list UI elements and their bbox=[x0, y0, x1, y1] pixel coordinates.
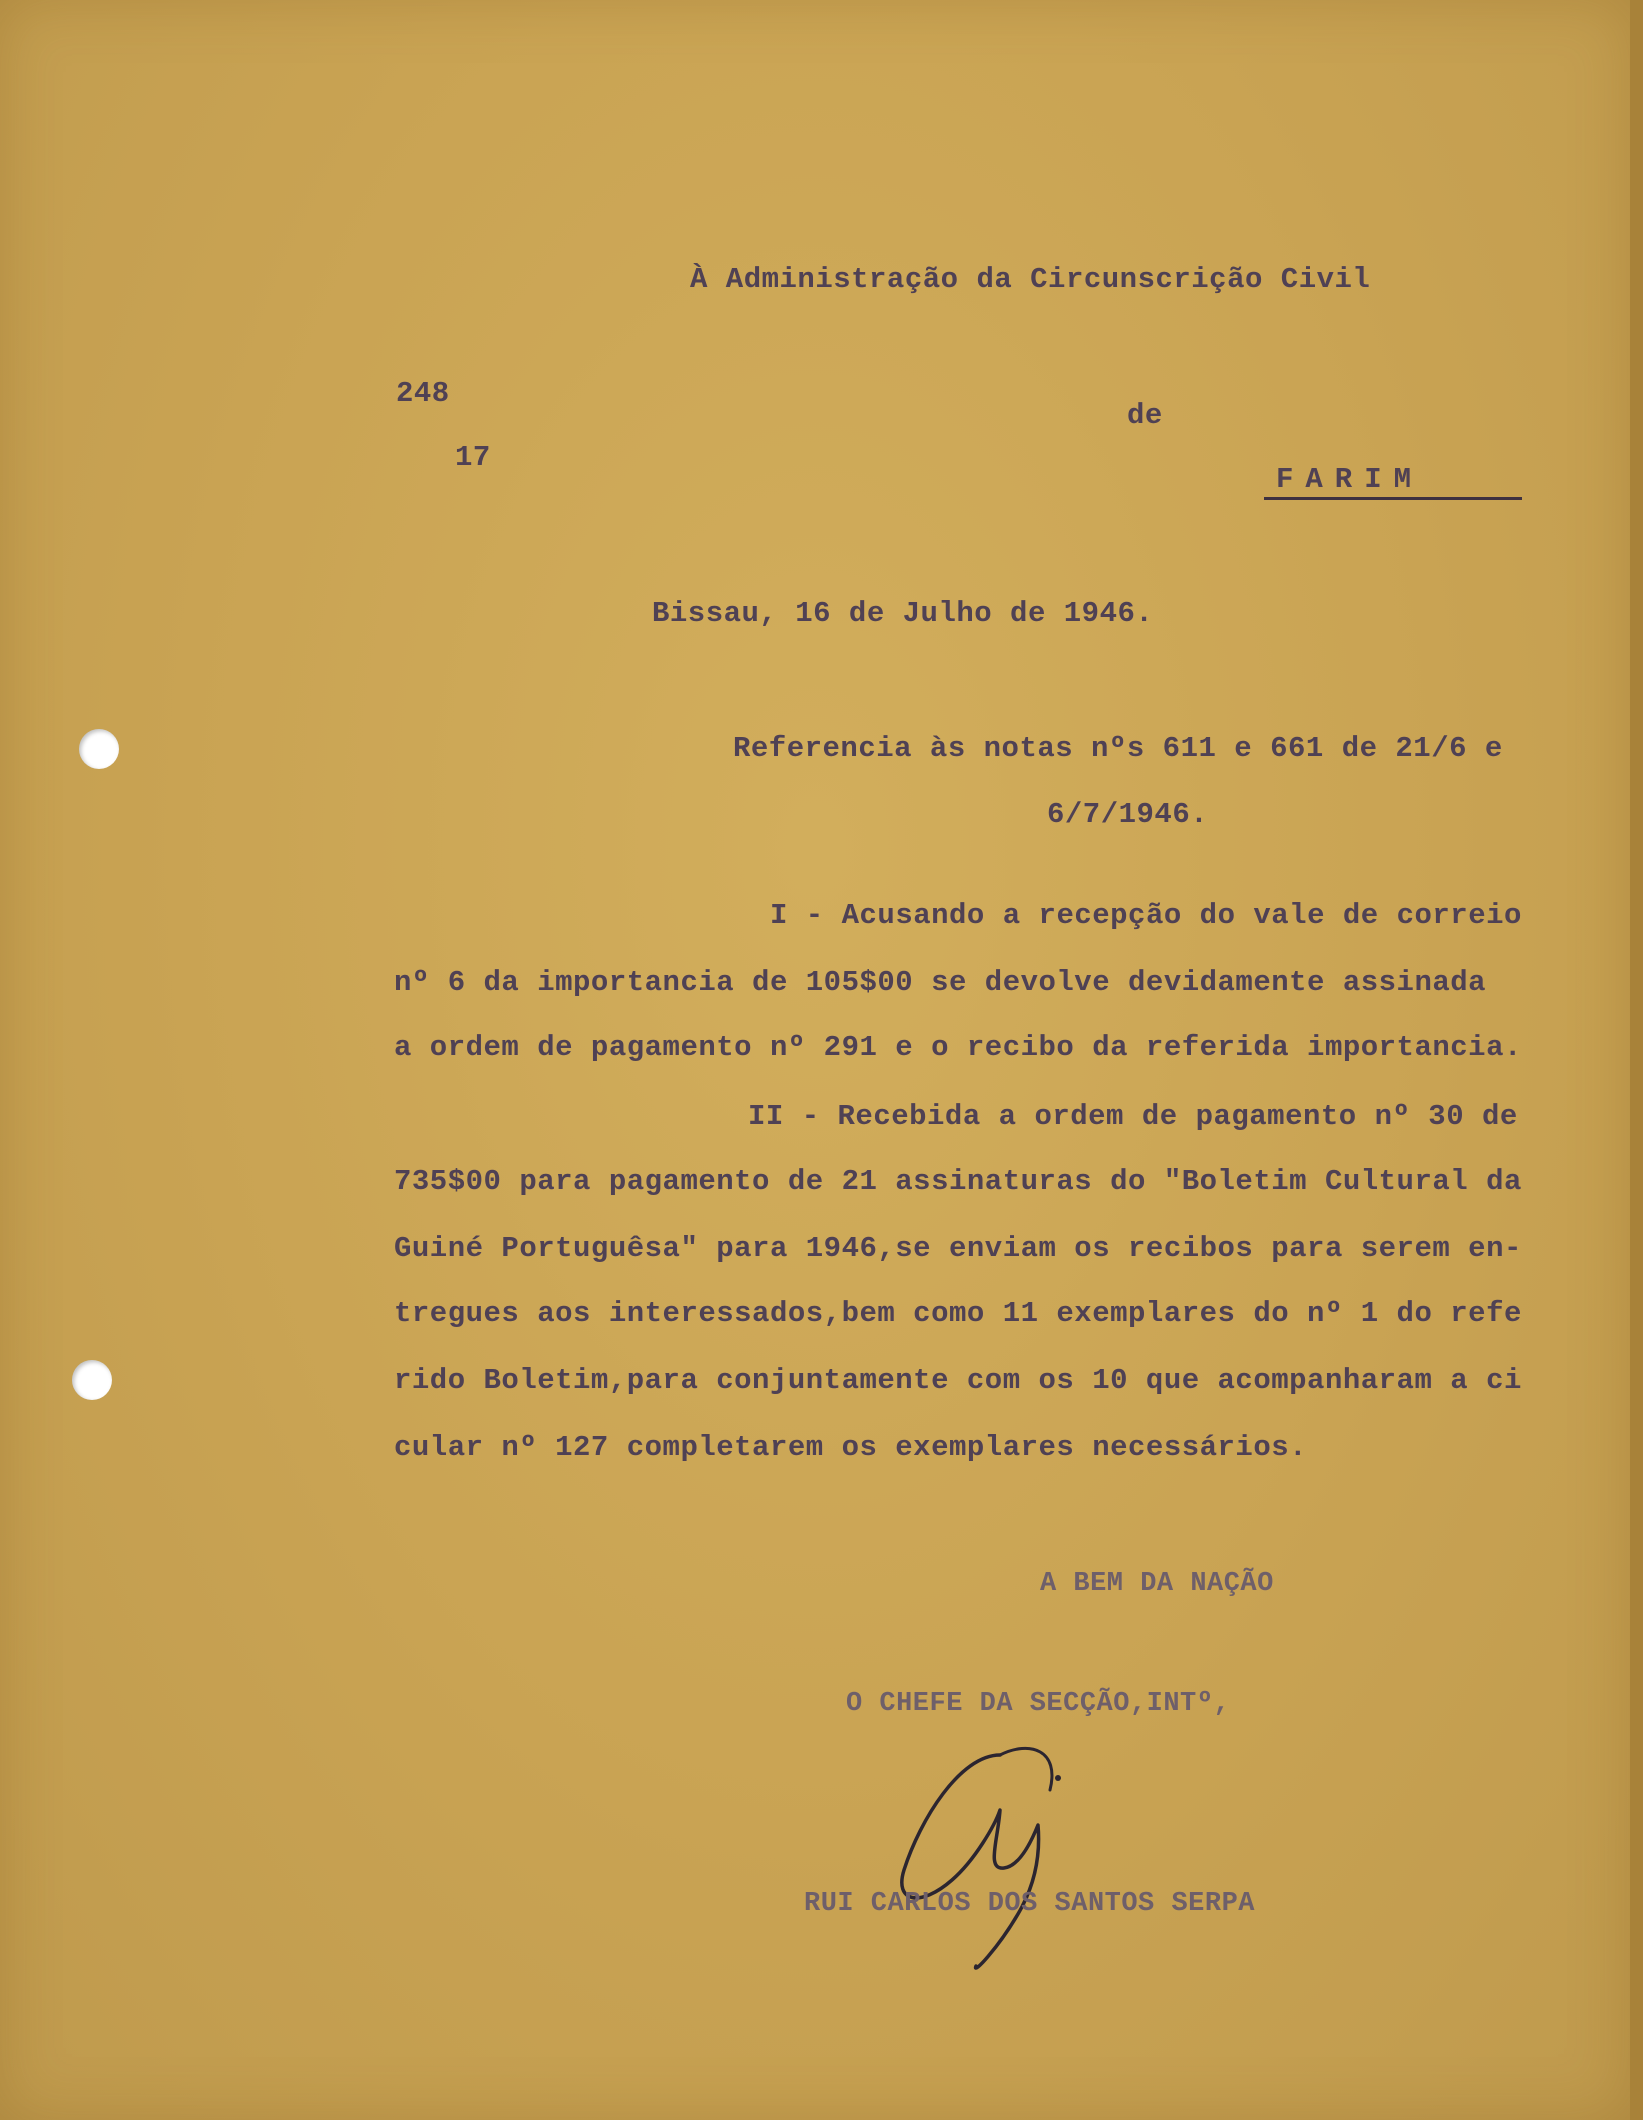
preposition-de: de bbox=[1127, 399, 1163, 432]
paragraph1-line: nº 6 da importancia de 105$00 se devolve devidamente assinada bbox=[394, 966, 1487, 999]
paragraph2-line: 735$00 para pagamento de 21 assinaturas do "Boletim Cultural da bbox=[394, 1165, 1522, 1198]
reference-number-bottom: 17 bbox=[455, 441, 491, 474]
paragraph1-line: a ordem de pagamento nº 291 e o recibo da referida importancia. bbox=[394, 1031, 1522, 1064]
reference-line-2: 6/7/1946. bbox=[1047, 798, 1209, 831]
paragraph2-line: tregues aos interessados,bem como 11 exemplares do nº 1 do refe bbox=[394, 1297, 1522, 1330]
reference-line-1: Referencia às notas nºs 611 e 661 de 21/6 e bbox=[733, 732, 1503, 765]
signer-office: O CHEFE DA SECÇÃO,INTº, bbox=[846, 1689, 1231, 1719]
place-underline bbox=[1264, 497, 1522, 500]
paragraph2-line: rido Boletim,para conjuntamente com os 10 que acompanharam a ci bbox=[394, 1364, 1522, 1397]
place-name: FARIM bbox=[1276, 463, 1424, 496]
dateline: Bissau, 16 de Julho de 1946. bbox=[652, 597, 1154, 630]
handwritten-signature bbox=[880, 1730, 1140, 1990]
reference-number-top: 248 bbox=[396, 377, 450, 410]
paragraph2-line: cular nº 127 completarem os exemplares necessários. bbox=[394, 1431, 1308, 1464]
punch-hole-top bbox=[79, 729, 119, 769]
paragraph1-line: I - Acusando a recepção do vale de correio bbox=[770, 899, 1522, 932]
closing-salutation: A BEM DA NAÇÃO bbox=[1040, 1569, 1274, 1599]
paragraph2-line: Guiné Portuguêsa" para 1946,se enviam os recibos para serem en- bbox=[394, 1232, 1522, 1265]
addressee-line: À Administração da Circunscrição Civil bbox=[690, 263, 1371, 296]
punch-hole-bottom bbox=[72, 1360, 112, 1400]
signer-name: RUI CARLOS DOS SANTOS SERPA bbox=[804, 1889, 1255, 1919]
page-edge bbox=[1630, 0, 1643, 2120]
paragraph2-line: II - Recebida a ordem de pagamento nº 30 de bbox=[748, 1100, 1518, 1133]
